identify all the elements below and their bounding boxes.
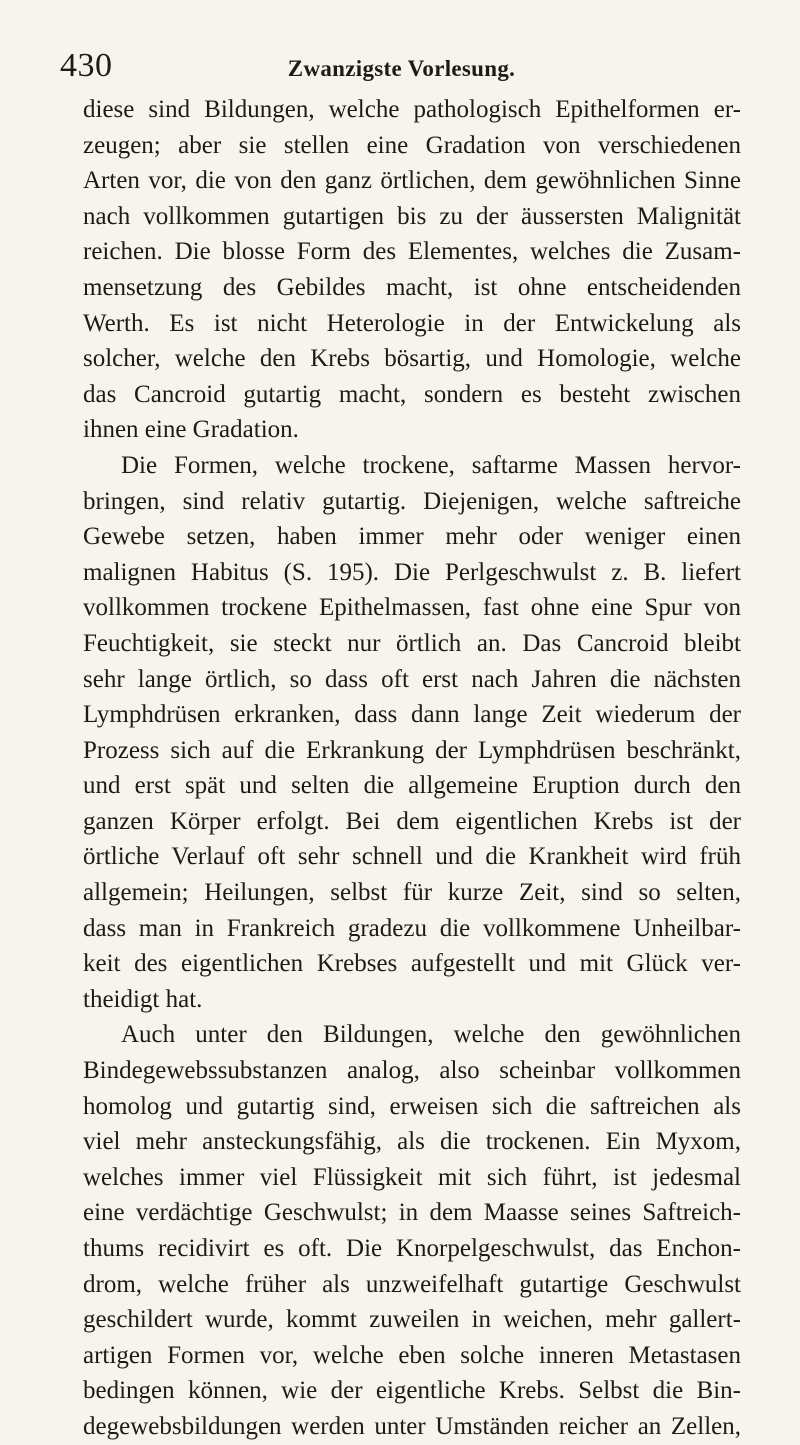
text-line: Feuchtigkeit, sie steckt nur örtlich an. Das Cancroid bleibt [83, 629, 741, 657]
page-header [60, 46, 743, 90]
text-line: welches immer viel Flüssigkeit mit sich führt, ist jedesmal [83, 1163, 741, 1191]
text-line: dass man in Frankreich gradezu die vollkommene Unheilbar- [83, 914, 741, 942]
text-line: eine verdächtige Geschwulst; in dem Maasse seines Saftreich- [83, 1199, 741, 1227]
text-line: und erst spät und selten die allgemeine Eruption durch den [83, 772, 741, 800]
text-line: allgemein; Heilungen, selbst für kurze Zeit, sind so selten, [83, 879, 741, 907]
text-line: drom, welche früher als unzweifelhaft gutartige Geschwulst [83, 1270, 741, 1298]
text-line: ihnen eine Gradation. [83, 416, 299, 444]
text-line: bringen, sind relativ gutartig. Diejenigen, welche saftreiche [83, 487, 741, 515]
text-line: bedingen können, wie der eigentliche Krebs. Selbst die Bin- [83, 1377, 741, 1405]
text-line: degewebsbildungen werden unter Umständen reicher an Zellen, [83, 1412, 741, 1440]
text-line: Lymphdrüsen erkranken, dass dann lange Zeit wiederum der [83, 701, 741, 729]
text-line: theidigt hat. [83, 985, 203, 1013]
body-text [83, 92, 741, 1445]
text-line: Arten vor, die von den ganz örtlichen, dem gewöhnlichen Sinne [83, 167, 741, 195]
text-line: Auch unter den Bildungen, welche den gewöhnlichen [121, 1021, 741, 1049]
running-title: Zwanzigste Vorlesung. [287, 56, 516, 81]
text-line: zeugen; aber sie stellen eine Gradation von verschiedenen [83, 131, 741, 159]
text-line: Gewebe setzen, haben immer mehr oder weniger einen [83, 523, 741, 551]
text-line: Prozess sich auf die Erkrankung der Lymphdrüsen beschränkt, [83, 736, 741, 764]
text-line: sehr lange örtlich, so dass oft erst nach Jahren die nächsten [83, 665, 741, 693]
text-line: Die Formen, welche trockene, saftarme Massen hervor- [121, 451, 741, 479]
text-line: solcher, welche den Krebs bösartig, und Homologie, welche [83, 345, 741, 373]
page-number: 430 [60, 47, 113, 84]
text-line: malignen Habitus (S. 195). Die Perlgeschwulst z. B. liefert [83, 558, 741, 586]
text-line: nach vollkommen gutartigen bis zu der äussersten Malignität [83, 202, 741, 230]
text-line: örtliche Verlauf oft sehr schnell und die Krankheit wird früh [83, 843, 741, 871]
text-line: keit des eigentlichen Krebses aufgestellt und mit Glück ver- [83, 950, 741, 978]
text-line: reichen. Die blosse Form des Elementes, welches die Zusam- [83, 238, 741, 266]
text-line: mensetzung des Gebildes macht, ist ohne entscheidenden [83, 273, 741, 301]
text-line: vollkommen trockene Epithelmassen, fast ohne eine Spur von [83, 594, 741, 622]
text-line: geschildert wurde, kommt zuweilen in weichen, mehr gallert- [83, 1306, 741, 1334]
text-line: homolog und gutartig sind, erweisen sich die saftreichen als [83, 1092, 741, 1120]
text-line: diese sind Bildungen, welche pathologisch Epithelformen er- [83, 96, 741, 123]
text-line: Bindegewebssubstanzen analog, also scheinbar vollkommen [83, 1057, 741, 1085]
text-line: Werth. Es ist nicht Heterologie in der Entwickelung als [83, 309, 741, 337]
text-line: ganzen Körper erfolgt. Bei dem eigentlichen Krebs ist der [83, 807, 741, 835]
text-line: artigen Formen vor, welche eben solche inneren Metastasen [83, 1341, 741, 1369]
text-line: viel mehr ansteckungsfähig, als die trockenen. Ein Myxom, [83, 1128, 741, 1156]
text-line: thums recidivirt es oft. Die Knorpelgeschwulst, das Enchon- [83, 1235, 741, 1262]
text-line: das Cancroid gutartig macht, sondern es besteht zwischen [83, 380, 741, 408]
